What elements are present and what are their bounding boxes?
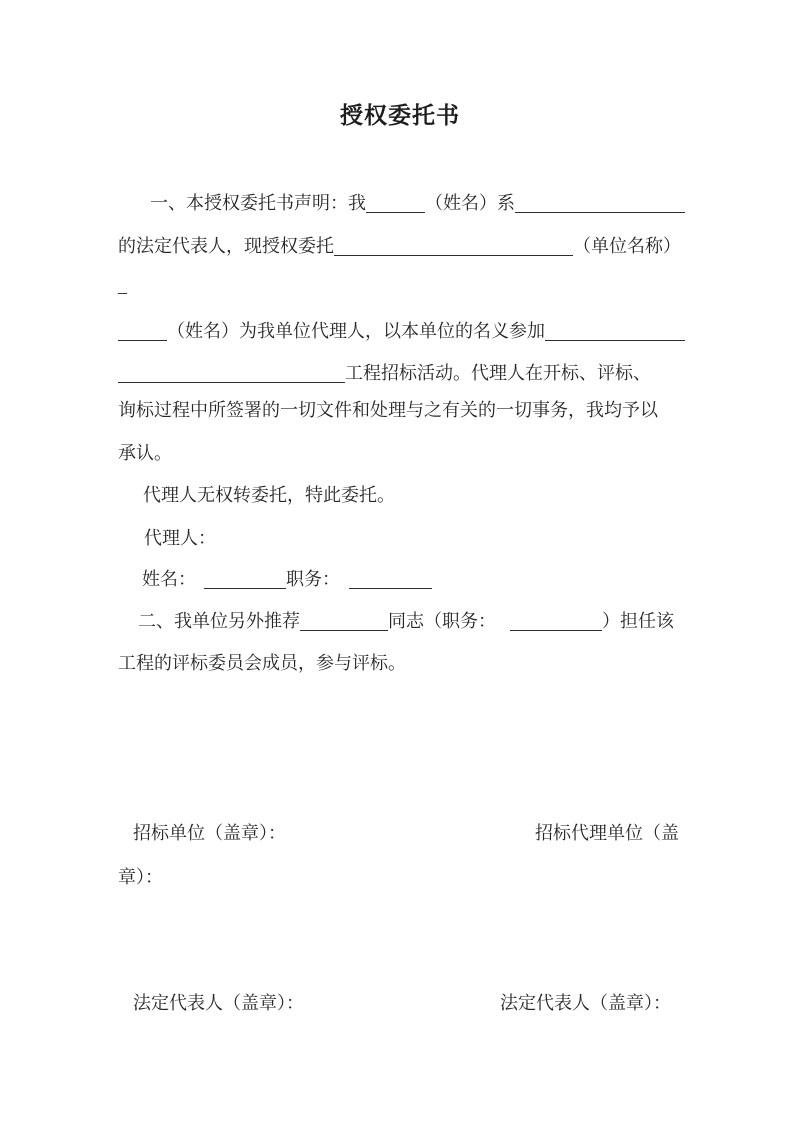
clause1-dash-line bbox=[118, 281, 685, 304]
clause2-line1-mid-text: 同志（职务： bbox=[388, 611, 496, 631]
legal-rep-seal-label-right: 法定代表人（盖章）： bbox=[500, 993, 671, 1013]
agent-label-text: 代理人： bbox=[144, 528, 216, 548]
no-transfer-text: 代理人无权转委托，特此委托。 bbox=[143, 485, 395, 505]
clause1-line4-text: （姓名）为我单位代理人，以本单位的名义参加 bbox=[167, 321, 545, 341]
clause1-line6-text: 询标过程中所签署的一切文件和处理与之有关的一切事务，我均予以 bbox=[118, 400, 658, 420]
clause2-line1-text: 二、我单位另外推荐 bbox=[138, 611, 300, 631]
recommended-duty-blank-underline bbox=[510, 625, 602, 631]
agent-name-field-underline bbox=[204, 583, 286, 589]
clause2-line1-post-text: ）担任该 bbox=[602, 611, 674, 631]
clause2-line1 bbox=[118, 610, 705, 633]
legal-rep-seal-label-left: 法定代表人（盖章）： bbox=[133, 993, 304, 1013]
agency-unit-seal-label-wrap: 章）： bbox=[118, 867, 163, 887]
document-title: 授权委托书 bbox=[340, 103, 460, 128]
agent-name-blank-underline bbox=[118, 335, 167, 341]
clause1-line2 bbox=[118, 235, 685, 258]
seal-line-units bbox=[118, 822, 700, 845]
clause2-line2-text: 工程的评标委员会成员，参与评标。 bbox=[118, 653, 406, 673]
clause1-line7-text: 承认。 bbox=[118, 443, 172, 463]
clause1-line7 bbox=[118, 442, 685, 465]
clause1-line1-mid-text: （姓名）系 bbox=[425, 193, 515, 213]
recommended-name-blank-underline bbox=[300, 625, 388, 631]
clause1-line5-text: 工程招标活动。代理人在开标、评标、 bbox=[345, 363, 651, 383]
seal-line-legal-reps bbox=[118, 992, 700, 1015]
tender-unit-seal-label: 招标单位（盖章）： bbox=[133, 823, 286, 843]
duty-label-text: 职务： bbox=[286, 569, 340, 589]
name-duty-line bbox=[118, 568, 709, 591]
seal-line-units-wrap bbox=[118, 866, 685, 889]
clause1-line2-post-text: （单位名称） bbox=[573, 236, 681, 256]
clause2-line2 bbox=[118, 652, 685, 675]
agency-unit-seal-label: 招标代理单位（盖 bbox=[535, 823, 679, 843]
agent-duty-field-underline bbox=[349, 583, 432, 589]
dash-text: – bbox=[118, 282, 127, 302]
clause1-line5 bbox=[118, 362, 685, 385]
clause1-line1 bbox=[118, 192, 717, 215]
entrusted-unit-blank-underline bbox=[334, 250, 573, 256]
project-blank-underline-2 bbox=[118, 377, 345, 383]
name-blank-underline bbox=[366, 207, 425, 213]
clause1-line1-text: 一、本授权委托书声明：我 bbox=[150, 193, 366, 213]
no-transfer-line bbox=[118, 484, 710, 507]
agent-label-line bbox=[118, 527, 711, 550]
project-blank-underline bbox=[545, 335, 685, 341]
company-blank-underline bbox=[515, 207, 685, 213]
clause1-line4 bbox=[118, 320, 685, 343]
clause1-line2-text: 的法定代表人，现授权委托 bbox=[118, 236, 334, 256]
clause1-line6 bbox=[118, 399, 685, 422]
name-label-text: 姓名： bbox=[142, 569, 196, 589]
